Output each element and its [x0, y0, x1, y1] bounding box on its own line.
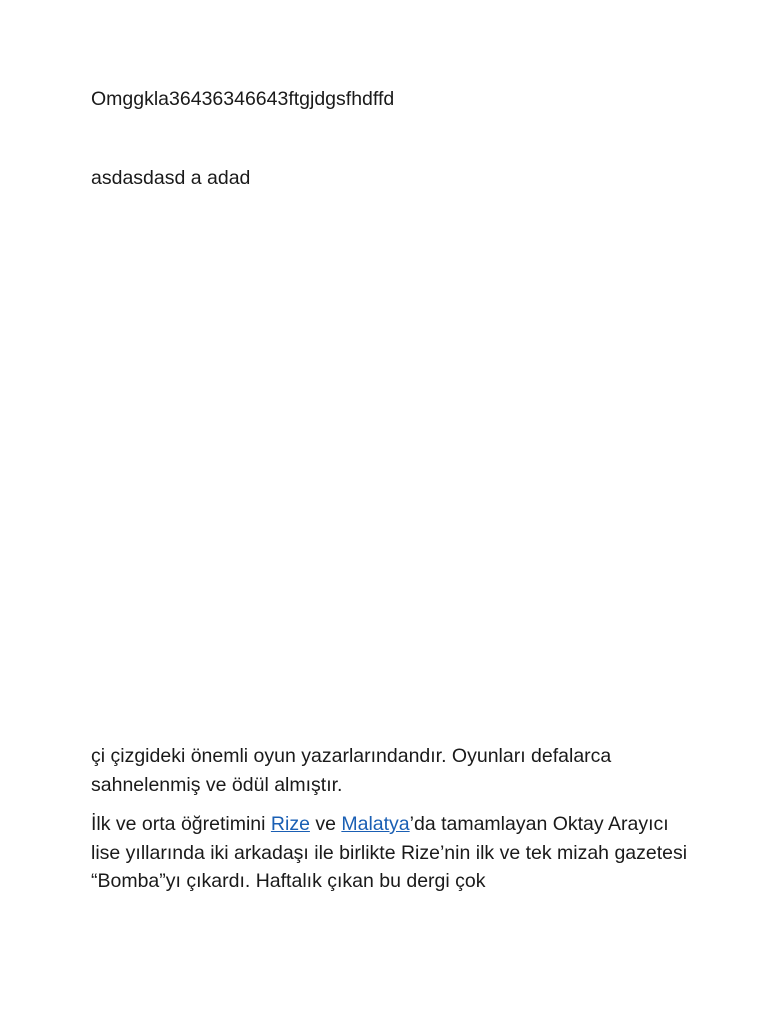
link-malatya[interactable]: Malatya [341, 813, 410, 835]
text-line-2: asdasdasd a adad [91, 167, 251, 189]
paragraph-1: çi çizgideki önemli oyun yazarlarındandır. Oyunları defalarca sahnelenmiş ve ödül almıştır. [91, 745, 612, 796]
paragraph-2-text-a: İlk ve orta öğretimini [91, 813, 271, 835]
paragraph-2-text-c: ’da tamamlayan Oktay Arayıcı lise yıllarında iki arkadaşı ile birlikte Rize’nin ilk ve tek mizah gazetesi “Bomba”yı çıkardı. Haftalık çıkan bu dergi çok [91, 813, 688, 893]
paragraph-2 [91, 810, 691, 896]
text-line-1: Omggkla36436346643ftgjdgsfhdffd [91, 88, 395, 110]
paragraph-2-text-b: ve [309, 813, 342, 835]
link-rize[interactable]: Rize [270, 813, 310, 835]
